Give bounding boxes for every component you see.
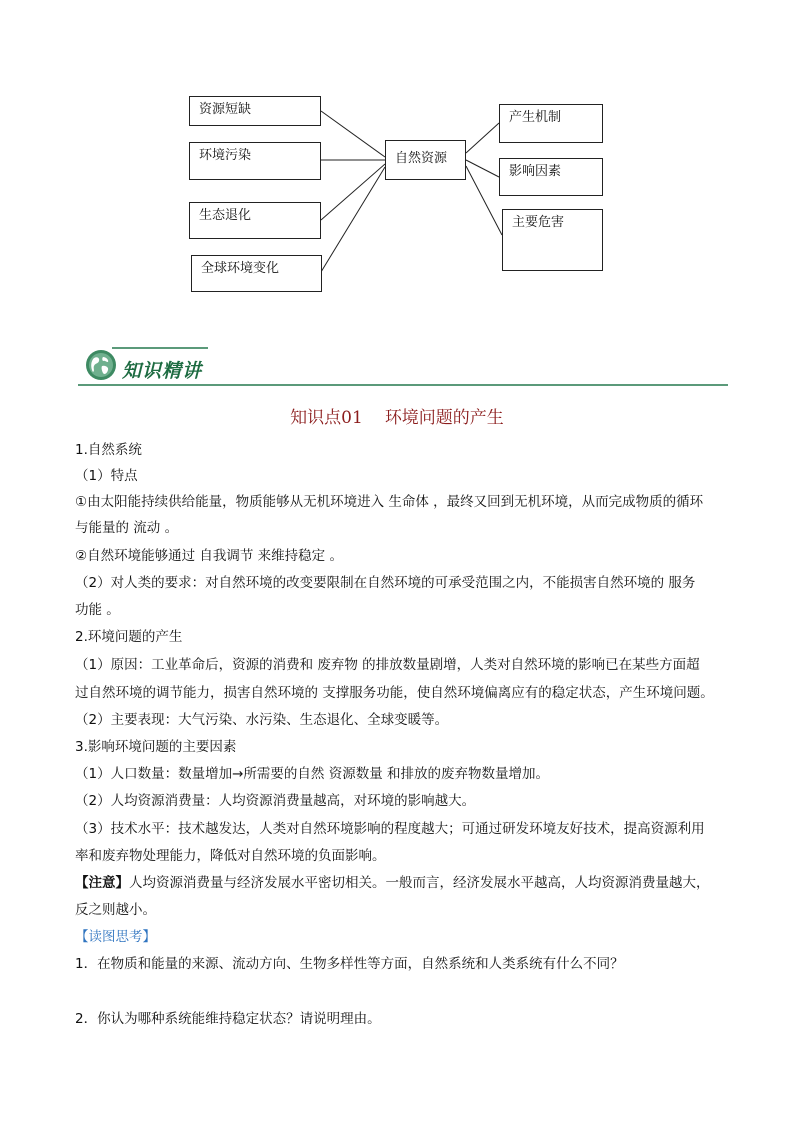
diagram-box-pollution: 环境污染 bbox=[189, 142, 321, 180]
paragraph-line: ②自然环境能够通过 自我调节 来维持稳定 。 bbox=[75, 548, 343, 564]
knowledge-point-title bbox=[0, 403, 794, 428]
kp-label: 知识点01 bbox=[290, 408, 363, 428]
header-top-rule bbox=[112, 347, 208, 349]
paragraph-line: （2）对人类的要求：对自然环境的改变要限制在自然环境的可承受范围之内，不能损害自然环境的 服务 bbox=[75, 575, 696, 591]
diagram-box-global-change: 全球环境变化 bbox=[191, 255, 322, 292]
connector-line bbox=[466, 123, 499, 153]
subheading-characteristics: （1）特点 bbox=[75, 468, 138, 484]
connector-line bbox=[321, 164, 385, 220]
section-header bbox=[78, 343, 728, 387]
connector-line bbox=[466, 166, 502, 235]
globe-icon bbox=[85, 349, 117, 381]
diagram-box-resource-shortage: 资源短缺 bbox=[189, 96, 321, 126]
diagram-box-natural-resources: 自然资源 bbox=[385, 140, 466, 180]
note-line bbox=[75, 874, 710, 892]
paragraph-line: ①由太阳能持续供给能量，物质能够从无机环境进入 生命体 ，最终又回到无机环境，从而完成物质的循环 bbox=[75, 494, 704, 510]
diagram-box-eco-degradation: 生态退化 bbox=[189, 202, 321, 239]
note-text: 人均资源消费量与经济发展水平密切相关。一般而言，经济发展水平越高，人均资源消费量越大， bbox=[129, 875, 710, 891]
section-title: 知识精讲 bbox=[122, 360, 203, 382]
paragraph-line: 与能量的 流动 。 bbox=[75, 520, 179, 536]
think-tag: 【读图思考】 bbox=[75, 929, 156, 945]
connector-line bbox=[321, 167, 385, 272]
diagram-box-harms: 主要危害 bbox=[502, 209, 603, 271]
paragraph-line: （2）人均资源消费量：人均资源消费量越高，对环境的影响越大。 bbox=[75, 793, 476, 809]
question-1: 1．在物质和能量的来源、流动方向、生物多样性等方面，自然系统和人类系统有什么不同？ bbox=[75, 956, 624, 972]
note-tag: 【注意】 bbox=[75, 875, 129, 891]
paragraph-line: （1）原因：工业革命后，资源的消费和 废弃物 的排放数量剧增，人类对自然环境的影响已在某些方面超 bbox=[75, 657, 700, 673]
paragraph-line: 率和废弃物处理能力，降低对自然环境的负面影响。 bbox=[75, 848, 386, 864]
header-underline bbox=[78, 384, 728, 386]
paragraph-line: （3）技术水平：技术越发达，人类对自然环境影响的程度越大；可通过研发环境友好技术，提高资源利用 bbox=[75, 821, 705, 837]
kp-heading: 环境问题的产生 bbox=[384, 408, 504, 428]
diagram-box-mechanism: 产生机制 bbox=[499, 104, 603, 143]
paragraph-line: 过自然环境的调节能力，损害自然环境的 支撑服务功能，使自然环境偏离应有的稳定状态，产生环境问题。 bbox=[75, 685, 714, 701]
diagram-box-factors: 影响因素 bbox=[499, 158, 603, 196]
connector-line bbox=[321, 111, 385, 157]
heading-natural-system: 1.自然系统 bbox=[75, 442, 142, 458]
question-2: 2．你认为哪种系统能维持稳定状态？请说明理由。 bbox=[75, 1011, 381, 1027]
paragraph-line: 功能 。 bbox=[75, 602, 120, 618]
heading-env-problems: 2.环境问题的产生 bbox=[75, 629, 183, 645]
paragraph-line: （1）人口数量：数量增加→所需要的自然 资源数量 和排放的废弃物数量增加。 bbox=[75, 766, 549, 782]
paragraph-line: 反之则越小。 bbox=[75, 902, 156, 918]
paragraph-line: （2）主要表现：大气污染、水污染、生态退化、全球变暖等。 bbox=[75, 712, 449, 728]
heading-main-factors: 3.影响环境问题的主要因素 bbox=[75, 739, 237, 755]
